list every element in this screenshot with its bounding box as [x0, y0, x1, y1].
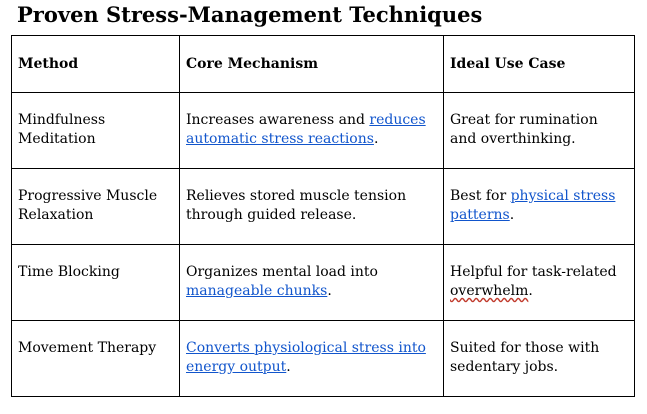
table-row	[12, 245, 635, 321]
table-row	[12, 321, 635, 397]
use-case-text: Best for	[450, 188, 511, 204]
header-method: Method	[12, 36, 180, 93]
document-title: Proven Stress-Management Techniques	[17, 2, 483, 27]
mechanism-link[interactable]: Converts physiological stress into energy output	[186, 340, 426, 375]
method-cell: Progressive Muscle Relaxation	[12, 169, 180, 245]
method-cell: Movement Therapy	[12, 321, 180, 397]
use-case-link[interactable]: physical stress patterns	[450, 188, 616, 223]
use-case-text: Helpful for task-related	[450, 264, 617, 280]
mechanism-link[interactable]: reduces automatic stress reactions	[186, 112, 426, 147]
use-case-text-end: .	[509, 207, 515, 223]
techniques-table	[11, 35, 635, 397]
use-case-text-end: .	[528, 283, 533, 299]
mechanism-cell	[180, 93, 444, 169]
use-case-cell: Suited for those with sedentary jobs.	[444, 321, 635, 397]
header-ideal-use-case: Ideal Use Case	[444, 36, 635, 93]
table-row	[12, 93, 635, 169]
spellcheck-flagged-word[interactable]: overwhelm	[450, 283, 529, 299]
mechanism-text-end: .	[373, 131, 379, 147]
method-cell: Time Blocking	[12, 245, 180, 321]
mechanism-cell: Relieves stored muscle tension through guided release.	[180, 169, 444, 245]
use-case-cell: Great for rumination and overthinking.	[444, 93, 635, 169]
header-core-mechanism: Core Mechanism	[180, 36, 444, 93]
table-row	[12, 169, 635, 245]
use-case-cell	[444, 169, 635, 245]
mechanism-text: Organizes mental load into	[186, 264, 378, 280]
mechanism-link[interactable]: manageable chunks	[186, 283, 328, 299]
use-case-cell	[444, 245, 635, 321]
method-cell: Mindfulness Meditation	[12, 93, 180, 169]
mechanism-cell	[180, 321, 444, 397]
mechanism-text: Increases awareness and	[186, 112, 370, 128]
mechanism-cell	[180, 245, 444, 321]
mechanism-text-end: .	[286, 359, 291, 375]
mechanism-text-end: .	[327, 283, 332, 299]
table-header-row	[12, 36, 635, 93]
